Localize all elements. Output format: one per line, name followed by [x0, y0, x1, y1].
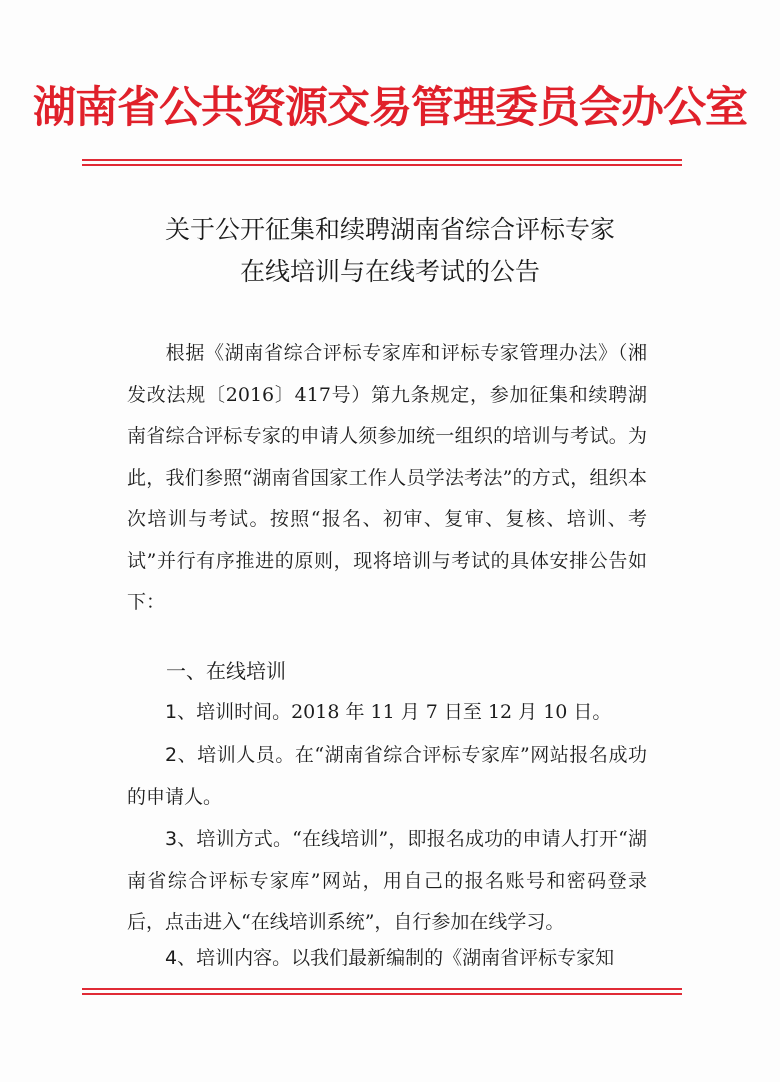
section-heading-online-training: 一、在线培训: [166, 659, 286, 683]
footer-rule-lower: [82, 993, 682, 995]
item-text: “在线培训”，即报名成功的申请人打开“湖南省综合评标专家库”网站，用自己的报名账号和密码登录后，点击进入“在线培训系统”，自行参加在线学习。: [127, 828, 647, 933]
item-label: 4、培训内容。: [165, 947, 292, 969]
list-item: [127, 819, 647, 944]
item-label: 3、培训方式。: [165, 828, 293, 850]
intro-paragraph: [127, 333, 647, 624]
item-text: 以我们最新编制的《湖南省评标专家知: [291, 947, 615, 969]
list-item: [127, 692, 647, 734]
item-text: 2018 年 11 月 7 日至 12 月 10 日。: [291, 701, 612, 723]
item-text: 在“湖南省综合评标专家库”网站报名成功的申请人。: [127, 744, 648, 808]
list-item: [127, 735, 647, 818]
item-label: 2、培训人员。: [165, 744, 295, 766]
header-rule-lower: [82, 164, 682, 166]
footer-rule-upper: [82, 988, 682, 990]
document-title-line2: 在线培训与在线考试的公告: [239, 257, 540, 286]
list-item: [127, 938, 647, 980]
document-title-line1: 关于公开征集和续聘湖南省综合评标专家: [164, 215, 615, 244]
intro-text: 根据《湖南省综合评标专家库和评标专家管理办法》（湘发改法规〔2016〕417号）第九条规定，参加征集和续聘湖南省综合评标专家的申请人须参加统一组织的培训与考试。为此，我们参照“湖南省国家工作人员学法考法”的方式，组织本次培训与考试。按照“报名、初审、复审、复核、培训、考试”并行有序推进的原则，现将培训与考试的具体安排公告如下：: [127, 342, 647, 613]
header-rule-upper: [82, 159, 682, 161]
org-header-title: 湖南省公共资源交易管理委员会办公室: [33, 83, 747, 133]
item-label: 1、培训时间。: [165, 701, 292, 723]
